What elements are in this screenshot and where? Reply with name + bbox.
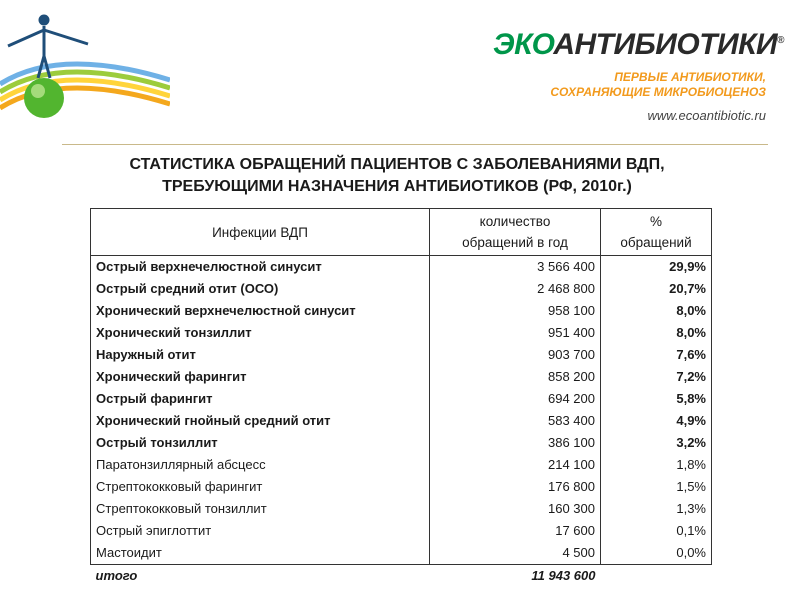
count-cell: 214 100 — [430, 454, 601, 476]
table-row — [91, 498, 712, 520]
tagline-line2: СОХРАНЯЮЩИЕ МИКРОБИОЦЕНОЗ — [550, 85, 766, 99]
percent-cell: 4,9% — [601, 410, 712, 432]
logo-rest: АНТИБИОТИКИ — [553, 28, 778, 61]
count-cell: 958 100 — [430, 300, 601, 322]
table-row — [91, 278, 712, 300]
infection-cell: Паратонзиллярный абсцесс — [91, 454, 430, 476]
table-row — [91, 432, 712, 454]
infection-cell: Острый фарингит — [91, 388, 430, 410]
count-cell: 386 100 — [430, 432, 601, 454]
brand-logo — [493, 28, 784, 62]
header-count-line2: обращений в год — [462, 235, 568, 250]
infection-cell: Мастоидит — [91, 542, 430, 565]
count-cell: 176 800 — [430, 476, 601, 498]
divider — [62, 144, 768, 145]
count-cell: 583 400 — [430, 410, 601, 432]
table-header-row — [91, 209, 712, 256]
count-cell: 17 600 — [430, 520, 601, 542]
green-sphere-icon — [24, 78, 64, 118]
registered-mark: ® — [777, 35, 784, 46]
percent-cell: 29,9% — [601, 256, 712, 279]
page-title — [30, 154, 764, 198]
title-line1: СТАТИСТИКА ОБРАЩЕНИЙ ПАЦИЕНТОВ С ЗАБОЛЕВАНИЯМИ ВДП, — [129, 156, 665, 173]
table-row — [91, 410, 712, 432]
brand-url: www.ecoantibiotic.ru — [647, 108, 766, 123]
balancing-figure-icon — [8, 15, 88, 78]
total-row — [91, 565, 712, 588]
infection-cell: Хронический верхнечелюстной синусит — [91, 300, 430, 322]
table-row — [91, 256, 712, 279]
table-row — [91, 476, 712, 498]
table-row — [91, 344, 712, 366]
infection-cell: Хронический тонзиллит — [91, 322, 430, 344]
statistics-table — [90, 208, 712, 587]
infection-cell: Стрептококковый тонзиллит — [91, 498, 430, 520]
title-line2: ТРЕБУЮЩИМИ НАЗНАЧЕНИЯ АНТИБИОТИКОВ (РФ, 2010г.) — [162, 178, 632, 195]
infection-cell: Стрептококковый фарингит — [91, 476, 430, 498]
table-row — [91, 366, 712, 388]
count-cell: 4 500 — [430, 542, 601, 565]
percent-cell: 5,8% — [601, 388, 712, 410]
infection-cell: Наружный отит — [91, 344, 430, 366]
header-decoration — [0, 0, 170, 120]
count-cell: 2 468 800 — [430, 278, 601, 300]
infection-cell: Острый средний отит (ОСО) — [91, 278, 430, 300]
percent-cell: 1,3% — [601, 498, 712, 520]
percent-cell: 0,0% — [601, 542, 712, 565]
logo-eko: ЭКО — [493, 28, 554, 61]
table-row — [91, 322, 712, 344]
percent-cell: 7,6% — [601, 344, 712, 366]
infection-cell: Острый эпиглоттит — [91, 520, 430, 542]
percent-cell: 3,2% — [601, 432, 712, 454]
table-row — [91, 388, 712, 410]
percent-cell: 7,2% — [601, 366, 712, 388]
header-percent — [601, 209, 712, 256]
brand-tagline — [550, 70, 766, 100]
table-row — [91, 454, 712, 476]
percent-cell: 20,7% — [601, 278, 712, 300]
infection-cell: Острый верхнечелюстной синусит — [91, 256, 430, 279]
percent-cell: 8,0% — [601, 322, 712, 344]
brand-block — [493, 28, 784, 128]
total-empty — [601, 565, 712, 588]
count-cell: 903 700 — [430, 344, 601, 366]
infection-cell: Острый тонзиллит — [91, 432, 430, 454]
header-infection: Инфекции ВДП — [91, 209, 430, 256]
percent-cell: 0,1% — [601, 520, 712, 542]
infection-cell: Хронический гнойный средний отит — [91, 410, 430, 432]
table-row — [91, 300, 712, 322]
percent-cell: 1,5% — [601, 476, 712, 498]
header-count — [430, 209, 601, 256]
tagline-line1: ПЕРВЫЕ АНТИБИОТИКИ, — [614, 70, 766, 84]
count-cell: 858 200 — [430, 366, 601, 388]
table-row — [91, 542, 712, 565]
count-cell: 951 400 — [430, 322, 601, 344]
table-body — [91, 256, 712, 588]
header-count-line1: количество — [479, 214, 551, 229]
total-count: 11 943 600 — [531, 568, 596, 583]
total-label: итого — [95, 568, 138, 583]
header-percent-line2: обращений — [620, 235, 692, 250]
count-cell: 694 200 — [430, 388, 601, 410]
table-row — [91, 520, 712, 542]
percent-cell: 1,8% — [601, 454, 712, 476]
header-percent-line1: % — [649, 214, 662, 229]
infection-cell: Хронический фарингит — [91, 366, 430, 388]
percent-cell: 8,0% — [601, 300, 712, 322]
count-cell: 3 566 400 — [430, 256, 601, 279]
count-cell: 160 300 — [430, 498, 601, 520]
